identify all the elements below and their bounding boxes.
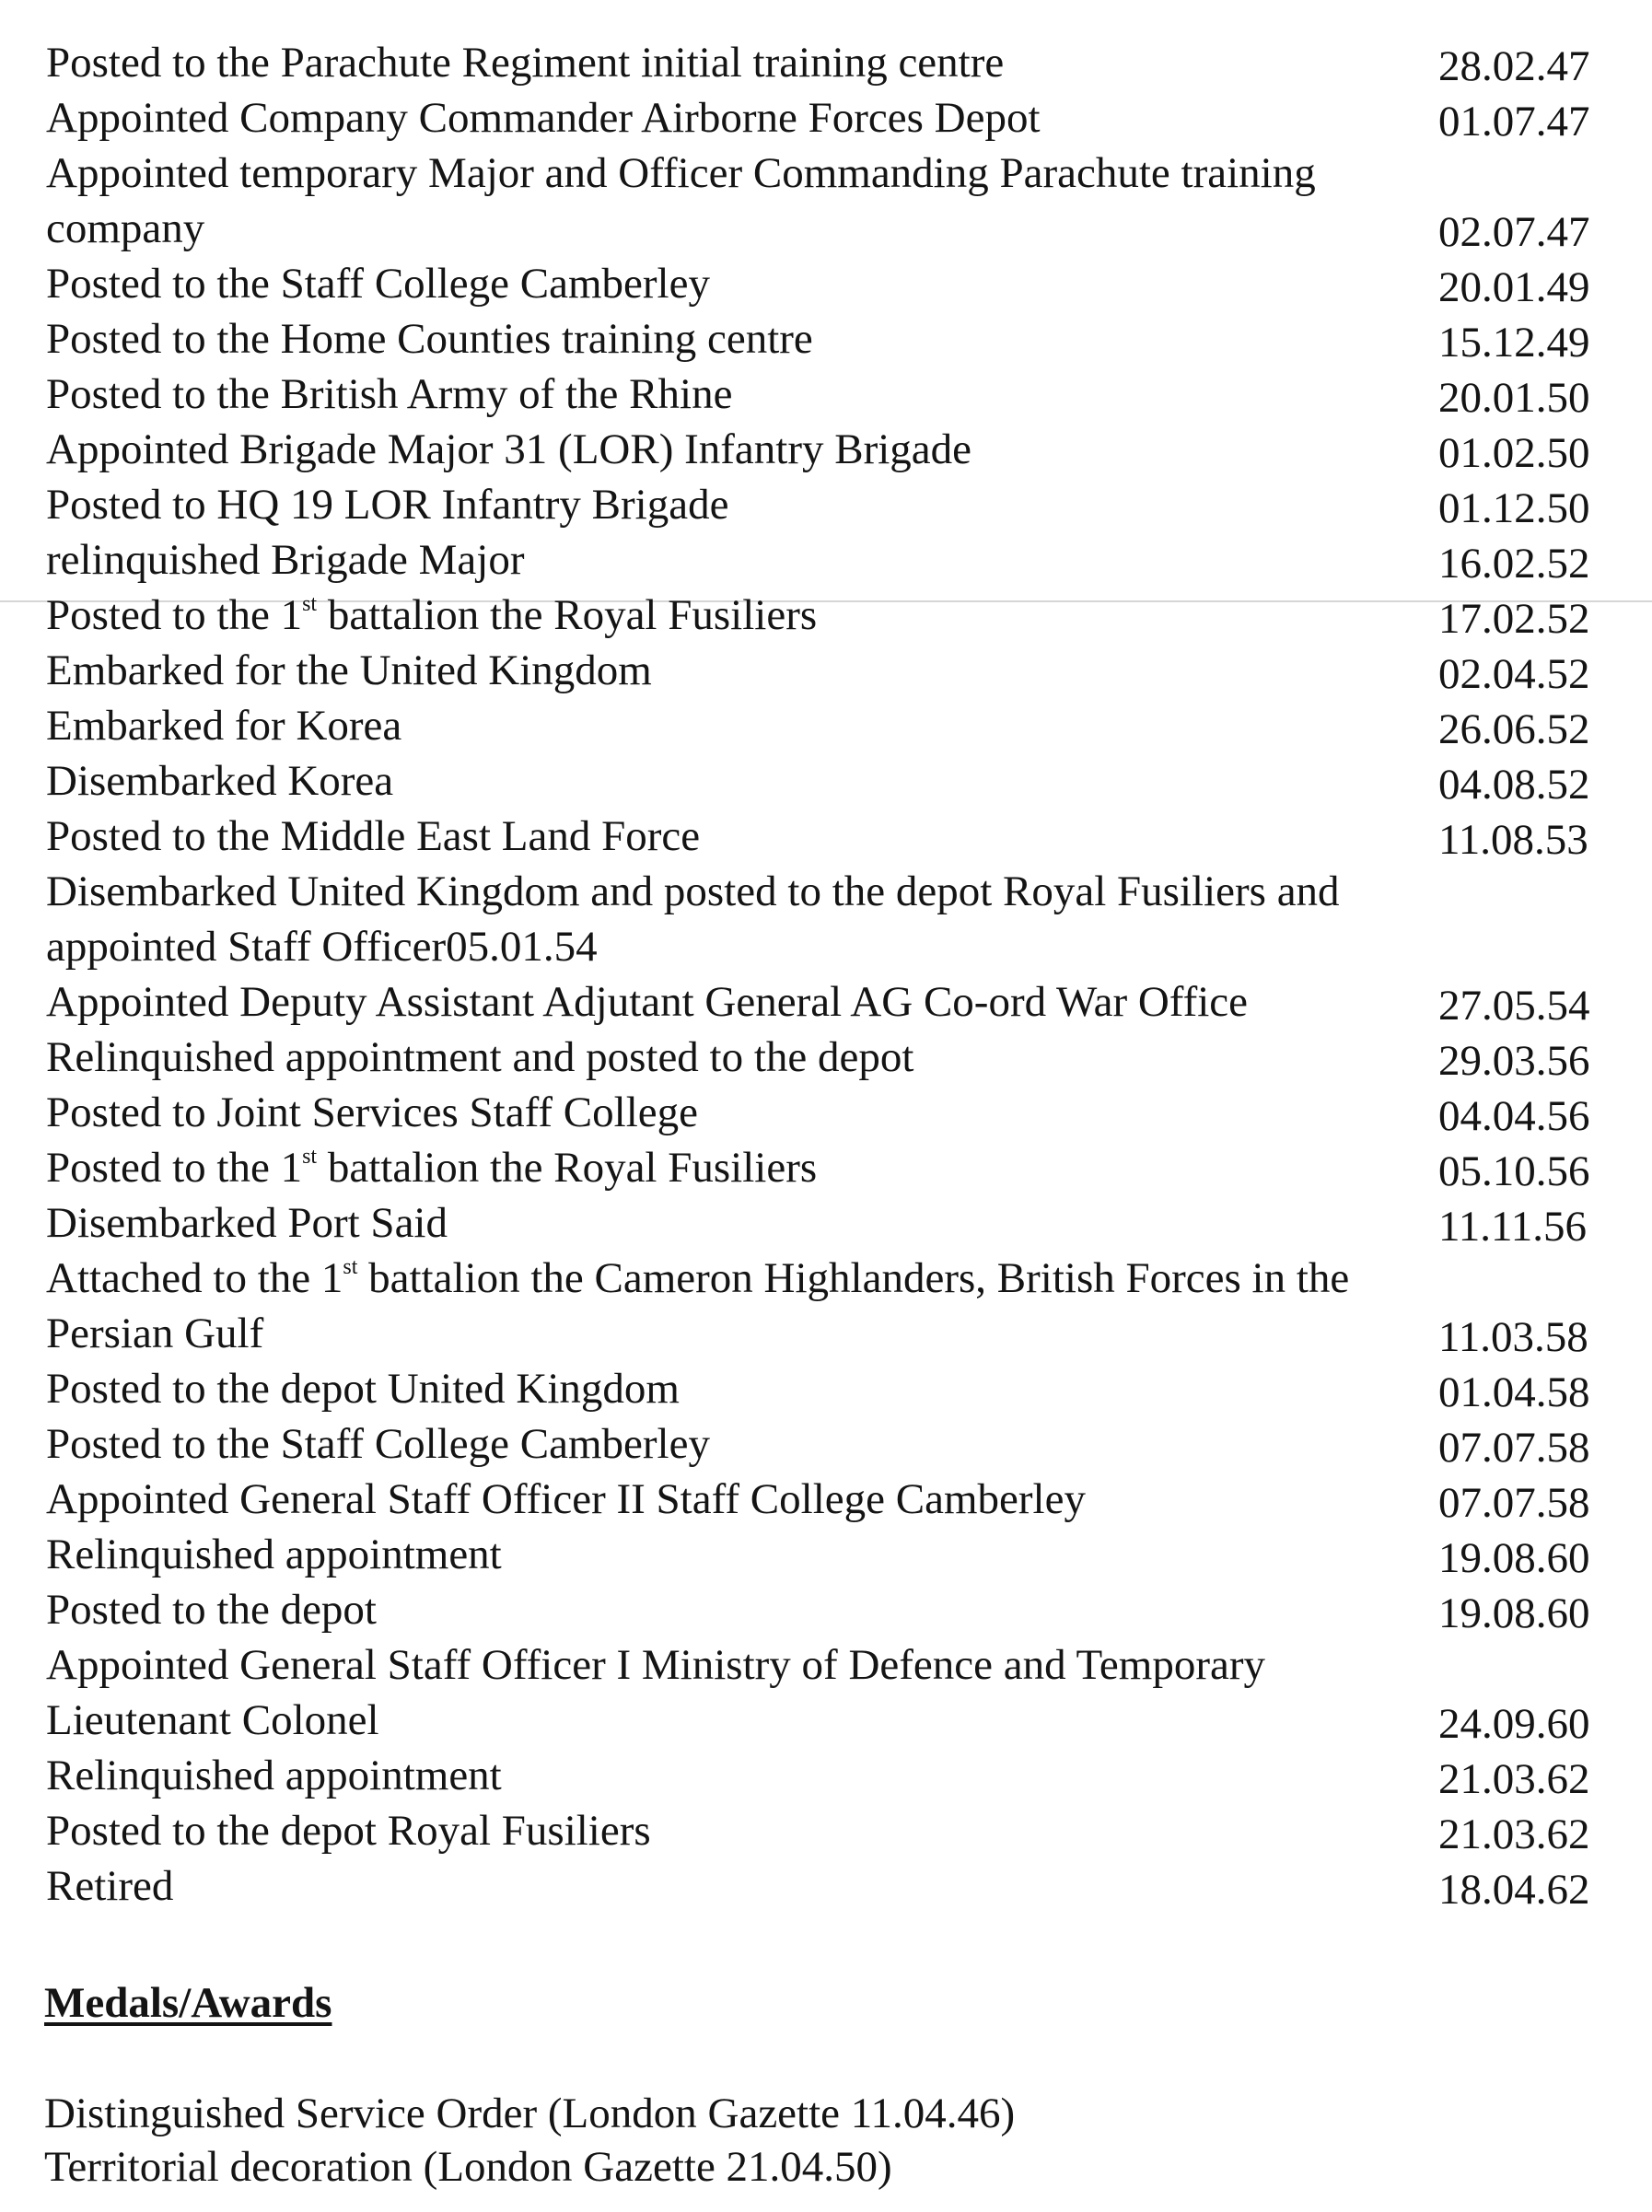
service-record-list xyxy=(46,35,1611,1914)
record-text xyxy=(46,1140,1409,1195)
record-text: Appointed temporary Major and Officer Commanding Parachute training company xyxy=(46,149,1316,252)
record-date: 11.03.58 xyxy=(1438,1313,1588,1361)
record-text: Posted to the Middle East Land Force xyxy=(46,812,701,860)
service-record-row xyxy=(46,1361,1611,1416)
record-date: 19.08.60 xyxy=(1438,1534,1590,1582)
service-record-row xyxy=(46,477,1611,532)
record-text: Posted to Joint Services Staff College xyxy=(46,1089,698,1136)
record-date: 20.01.49 xyxy=(1438,263,1590,311)
record-date: 02.07.47 xyxy=(1438,208,1590,256)
record-text: Appointed Company Commander Airborne Forces Depot xyxy=(46,94,1041,142)
record-text: Posted to the British Army of the Rhine xyxy=(46,370,733,418)
record-date: 29.03.56 xyxy=(1438,1037,1590,1085)
service-record-row xyxy=(46,1140,1611,1195)
record-date: 26.06.52 xyxy=(1438,705,1590,753)
service-record-row xyxy=(46,974,1611,1030)
record-text: Posted to the depot xyxy=(46,1586,377,1634)
record-text: Embarked for Korea xyxy=(46,702,402,750)
medal-item: Distinguished Service Order (London Gazette 11.04.46) xyxy=(44,2090,1016,2137)
service-record-row xyxy=(46,1251,1611,1361)
service-record-row xyxy=(46,588,1611,643)
service-record-row xyxy=(46,367,1611,422)
record-text: relinquished Brigade Major xyxy=(46,536,525,584)
record-text: Relinquished appointment and posted to the depot xyxy=(46,1033,914,1081)
service-record-row xyxy=(46,1582,1611,1637)
record-text-start: Posted to the 1 xyxy=(46,591,303,639)
service-record-row xyxy=(46,146,1611,256)
record-text: Posted to HQ 19 LOR Infantry Brigade xyxy=(46,481,729,529)
record-date: 05.10.56 xyxy=(1438,1147,1590,1195)
record-date: 19.08.60 xyxy=(1438,1589,1590,1637)
record-date: 11.11.56 xyxy=(1438,1203,1588,1251)
record-text: Posted to the Staff College Camberley xyxy=(46,260,710,308)
service-record-row xyxy=(46,809,1611,864)
service-record-row xyxy=(46,1858,1611,1914)
record-text: Posted to the depot Royal Fusiliers xyxy=(46,1807,651,1855)
record-date: 28.02.47 xyxy=(1438,42,1590,90)
record-date: 02.04.52 xyxy=(1438,650,1590,698)
record-date: 04.04.56 xyxy=(1438,1092,1590,1140)
record-date: 21.03.62 xyxy=(1438,1755,1590,1803)
service-record-row xyxy=(46,753,1611,809)
record-text-end: battalion the Royal Fusiliers xyxy=(317,591,818,639)
record-date: 01.02.50 xyxy=(1438,429,1590,477)
record-text: Posted to the Parachute Regiment initial training centre xyxy=(46,39,1005,87)
record-text-end: battalion the Royal Fusiliers xyxy=(317,1144,818,1192)
service-record-row xyxy=(46,1527,1611,1582)
record-text: Relinquished appointment xyxy=(46,1531,502,1578)
service-record-row xyxy=(46,532,1611,588)
medals-list xyxy=(44,2087,1015,2194)
record-text-end: battalion the Cameron Highlanders, British Forces in the Persian Gulf xyxy=(46,1254,1350,1357)
service-record-row xyxy=(46,1416,1611,1472)
record-date: 17.02.52 xyxy=(1438,595,1590,643)
record-date: 20.01.50 xyxy=(1438,374,1590,422)
record-text-start: Attached to the 1 xyxy=(46,1254,343,1302)
record-date: 11.08.53 xyxy=(1438,816,1588,864)
record-date: 24.09.60 xyxy=(1438,1700,1590,1748)
record-date: 21.03.62 xyxy=(1438,1810,1590,1858)
medals-heading: Medals/Awards xyxy=(44,1979,332,2027)
service-record-row xyxy=(46,1637,1611,1748)
record-text: Disembarked Port Said xyxy=(46,1199,448,1247)
service-record-row xyxy=(46,643,1611,698)
service-record-row xyxy=(46,1085,1611,1140)
record-date: 01.04.58 xyxy=(1438,1368,1590,1416)
service-record-row xyxy=(46,1748,1611,1803)
record-text: Retired xyxy=(46,1862,174,1910)
record-date: 01.12.50 xyxy=(1438,484,1590,532)
service-record-row xyxy=(46,90,1611,146)
record-text xyxy=(46,588,1409,643)
record-date: 15.12.49 xyxy=(1438,319,1590,367)
service-record-row xyxy=(46,422,1611,477)
record-text: Relinquished appointment xyxy=(46,1752,502,1799)
record-date: 18.04.62 xyxy=(1438,1866,1590,1914)
ordinal-suffix: st xyxy=(343,1255,358,1279)
record-text xyxy=(46,1251,1409,1361)
record-date: 27.05.54 xyxy=(1438,982,1590,1030)
service-record-row xyxy=(46,1195,1611,1251)
record-date: 04.08.52 xyxy=(1438,761,1590,809)
record-text: Disembarked Korea xyxy=(46,757,394,805)
record-date: 07.07.58 xyxy=(1438,1424,1590,1472)
record-text-start: Posted to the 1 xyxy=(46,1144,303,1192)
record-text: Appointed Brigade Major 31 (LOR) Infantry Brigade xyxy=(46,425,972,473)
service-record-row xyxy=(46,698,1611,753)
service-record-row xyxy=(46,864,1611,974)
ordinal-suffix: st xyxy=(302,1145,318,1169)
service-record-row xyxy=(46,35,1611,90)
record-date: 01.07.47 xyxy=(1438,98,1590,146)
record-text: Posted to the Staff College Camberley xyxy=(46,1420,710,1468)
service-record-row xyxy=(46,1472,1611,1527)
record-text: Disembarked United Kingdom and posted to the depot Royal Fusiliers and appointed Staff Officer05.01.54 xyxy=(46,867,1340,971)
record-text: Embarked for the United Kingdom xyxy=(46,646,652,694)
record-text: Posted to the Home Counties training centre xyxy=(46,315,813,363)
service-record-row xyxy=(46,1803,1611,1858)
record-text: Appointed General Staff Officer II Staff College Camberley xyxy=(46,1475,1086,1523)
service-record-row xyxy=(46,1030,1611,1085)
service-record-row xyxy=(46,311,1611,367)
record-date: 16.02.52 xyxy=(1438,540,1590,588)
record-text: Appointed Deputy Assistant Adjutant General AG Co-ord War Office xyxy=(46,978,1249,1026)
medal-item: Territorial decoration (London Gazette 21.04.50) xyxy=(44,2143,892,2191)
record-text: Posted to the depot United Kingdom xyxy=(46,1365,680,1413)
service-record-row xyxy=(46,256,1611,311)
record-date: 07.07.58 xyxy=(1438,1479,1590,1527)
record-text: Appointed General Staff Officer I Ministry of Defence and Temporary Lieutenant Colonel xyxy=(46,1641,1266,1744)
ordinal-suffix: st xyxy=(302,592,318,616)
